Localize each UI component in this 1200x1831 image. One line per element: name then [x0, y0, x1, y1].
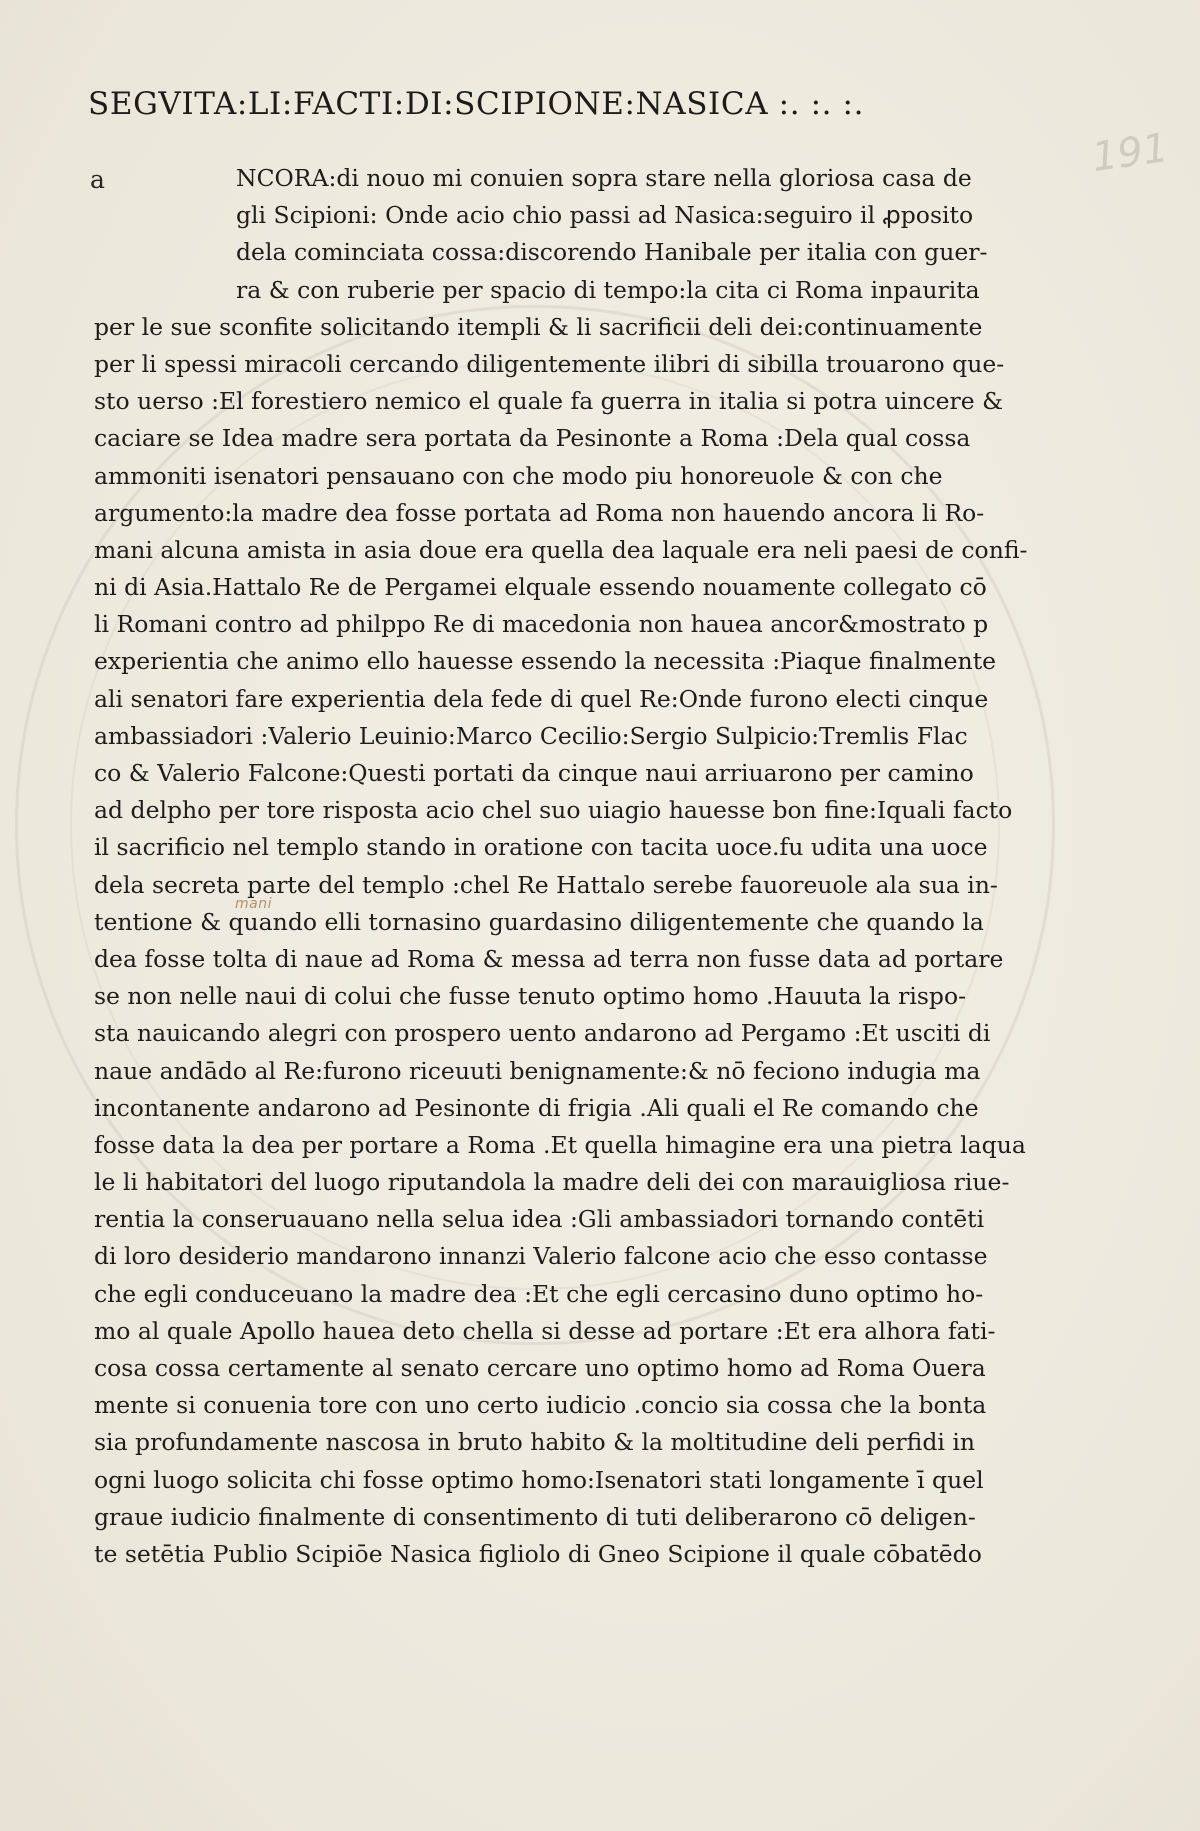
text-line: sta nauicando alegri con prospero uento andarono ad Pergamo :Et usciti di	[94, 1019, 991, 1048]
text-line: ambassiadori :Valerio Leuinio:Marco Cecilio:Sergio Sulpicio:Tremlis Flac	[94, 721, 968, 750]
text-line: incontanente andarono ad Pesinonte di frigia .Ali quali el Re comando che	[94, 1093, 979, 1122]
text-line: mente si conuenia tore con uno certo iudicio .concio sia cossa che la bonta	[94, 1391, 987, 1420]
text-line: che egli conduceuano la madre dea :Et che egli cercasino duno optimo ho-	[94, 1279, 984, 1308]
text-line: ni di Asia.Hattalo Re de Pergamei elquale essendo nouamente collegato cō	[94, 573, 987, 602]
body-text	[94, 160, 1028, 1573]
text-line: argumento:la madre dea fosse portata ad Roma non hauendo ancora li Ro-	[94, 498, 985, 527]
folio-number: 191	[1089, 124, 1172, 182]
text-line: dela secreta parte del templo :chel Re Hattalo serebe fauoreuole ala sua in-	[94, 870, 998, 899]
text-line: per le sue sconfite solicitando itempli & li sacrificii deli dei:continuamente	[94, 312, 983, 341]
text-line: co & Valerio Falcone:Questi portati da cinque naui arriuarono per camino	[94, 759, 974, 787]
text-line: dea fosse tolta di naue ad Roma & messa ad terra non fusse data ad portare	[94, 944, 1004, 973]
text-line: li Romani contro ad philppo Re di macedonia non hauea ancor&mostrato p	[94, 610, 989, 639]
guide-letter: a	[90, 165, 105, 194]
text-line: le li habitatori del luogo riputandola la madre deli dei con marauigliosa riue-	[94, 1168, 1010, 1197]
text-line: caciare se Idea madre sera portata da Pesinonte a Roma :Dela qual cossa	[94, 424, 971, 453]
text-line: naue andādo al Re:furono riceuuti benignamente:& nō feciono indugia ma	[94, 1056, 981, 1085]
text-line: sto uerso :El forestiero nemico el quale fa guerra in italia si potra uincere &	[94, 387, 1004, 416]
text-line: dela cominciata cossa:discorendo Hanibale per italia con guer-	[236, 238, 988, 267]
text-line: graue iudicio finalmente di consentimento di tuti deliberarono cō deligen-	[94, 1502, 976, 1531]
text-line: ogni luogo solicita chi fosse optimo homo:Isenatori stati longamente ī quel	[94, 1465, 984, 1494]
text-line: cosa cossa certamente al senato cercare uno optimo homo ad Roma Ouera	[94, 1354, 986, 1382]
text-line: sia profundamente nascosa in bruto habito & la moltitudine deli perfidi in	[94, 1428, 975, 1457]
text-line: tentione & quando elli tornasino guardasino diligentemente che quando la	[94, 907, 984, 936]
text-line: experientia che animo ello hauesse essendo la necessita :Piaque finalmente	[94, 647, 997, 676]
text-line: te setētia Publio Scipiōe Nasica figliolo di Gneo Scipione il quale cōbatēdo	[94, 1539, 982, 1568]
text-line: se non nelle naui di colui che fusse tenuto optimo homo .Hauuta la rispo-	[94, 982, 967, 1011]
text-line: per li spessi miracoli cercando diligentemente ilibri di sibilla trouarono que-	[94, 349, 1005, 378]
marginal-annotation: mani	[235, 896, 272, 912]
text-line: mani alcuna amista in asia doue era quella dea laquale era neli paesi de confi-	[94, 535, 1028, 564]
text-line: gli Scipioni: Onde acio chio passi ad Nasica:seguiro il ꝓposito	[236, 201, 974, 230]
text-line: NCORA:di nouo mi conuien sopra stare nella gloriosa casa de	[236, 164, 972, 192]
text-line: di loro desiderio mandarono innanzi Valerio falcone acio che esso contasse	[94, 1242, 988, 1271]
text-line: fosse data la dea per portare a Roma .Et quella himagine era una pietra laqua	[94, 1130, 1026, 1159]
text-line: ad delpho per tore risposta acio chel suo uiagio hauesse bon fine:Iquali facto	[94, 796, 1013, 825]
running-head: SEGVITA:LI:FACTI:DI:SCIPIONE:NASICA :. :. :.	[88, 86, 865, 122]
text-line: il sacrificio nel templo stando in oratione con tacita uoce.fu udita una uoce	[94, 833, 988, 862]
text-line: ammoniti isenatori pensauano con che modo piu honoreuole & con che	[94, 461, 943, 490]
text-line: ali senatori fare experientia dela fede di quel Re:Onde furono electi cinque	[94, 684, 989, 713]
text-line: rentia la conseruauano nella selua idea :Gli ambassiadori tornando contēti	[94, 1205, 985, 1234]
text-line: ra & con ruberie per spacio di tempo:la cita ci Roma inpaurita	[236, 275, 980, 304]
text-line: mo al quale Apollo hauea deto chella si desse ad portare :Et era alhora fati-	[94, 1316, 996, 1345]
